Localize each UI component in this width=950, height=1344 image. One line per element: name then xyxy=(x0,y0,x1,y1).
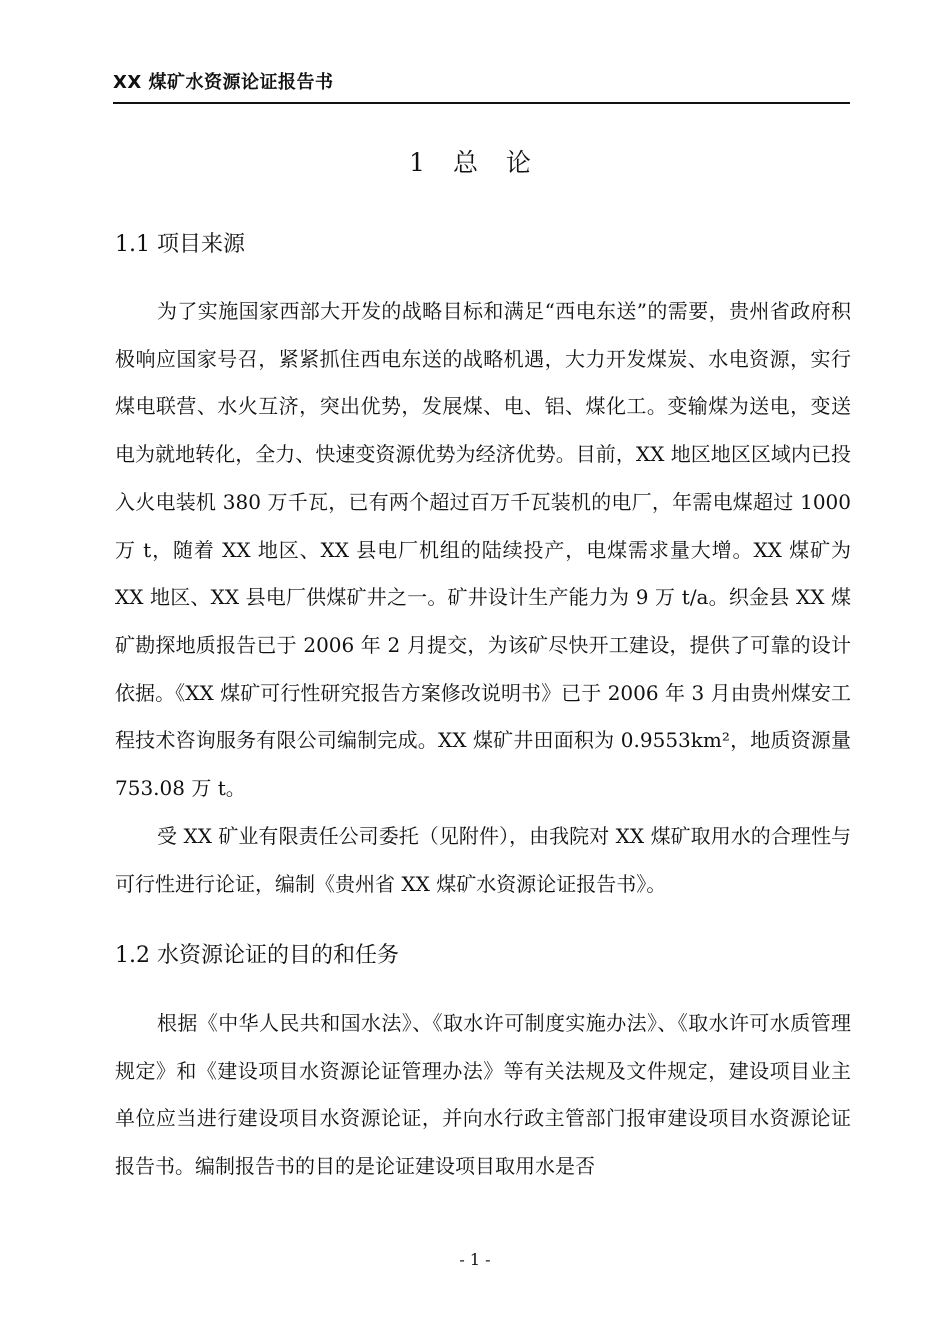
chapter-title: 1 总 论 xyxy=(409,148,541,177)
section-heading-1-1: 1.1 项目来源 xyxy=(115,232,245,257)
page-number: - 1 - xyxy=(459,1250,491,1269)
document-title: XX 煤矿水资源论证报告书 xyxy=(113,72,334,93)
page-header xyxy=(113,66,850,104)
section-heading-1-2: 1.2 水资源论证的目的和任务 xyxy=(115,943,399,968)
paragraph: 根据《中华人民共和国水法》、《取水许可制度实施办法》、《取水许可水质管理规定》和《建设项目水资源论证管理办法》等有关法规及文件规定，建设项目业主单位应当进行建设项目水资源论证，并向水行政主管部门报审建设项目水资源论证报告书。编制报告书的目的是论证建设项目取用水是否 xyxy=(115,1011,851,1179)
paragraph: 为了实施国家西部大开发的战略目标和满足“西电东送”的需要，贵州省政府积极响应国家号召，紧紧抓住西电东送的战略机遇，大力开发煤炭、水电资源，实行煤电联营、水火互济，突出优势，发展煤、电、铝、煤化工。变输煤为送电，变送电为就地转化，全力、快速变资源优势为经济优势。目前，XX 地区地区区域内已投入火电装机 380 万千瓦，已有两个超过百万千瓦装机的电厂，年需电煤超过 1000 万 t，随着 XX 地区、XX 县电厂机组的陆续投产，电煤需求量大增。XX 煤矿为 XX 地区、XX 县电厂供煤矿井之一。矿井设计生产能力为 9 万 t/a。织金县 XX 煤矿勘探地质报告已于 2006 年 2 月提交，为该矿尽快开工建设，提供了可靠的设计依据。《XX 煤矿可行性研究报告方案修改说明书》已于 2006 年 3 月由贵州煤安工程技术咨询服务有限公司编制完成。XX 煤矿井田面积为 0.9553km²，地质资源量 753.08 万 t。 xyxy=(115,299,851,801)
paragraph: 受 XX 矿业有限责任公司委托（见附件），由我院对 XX 煤矿取用水的合理性与可行性进行论证，编制《贵州省 XX 煤矿水资源论证报告书》。 xyxy=(115,824,851,896)
